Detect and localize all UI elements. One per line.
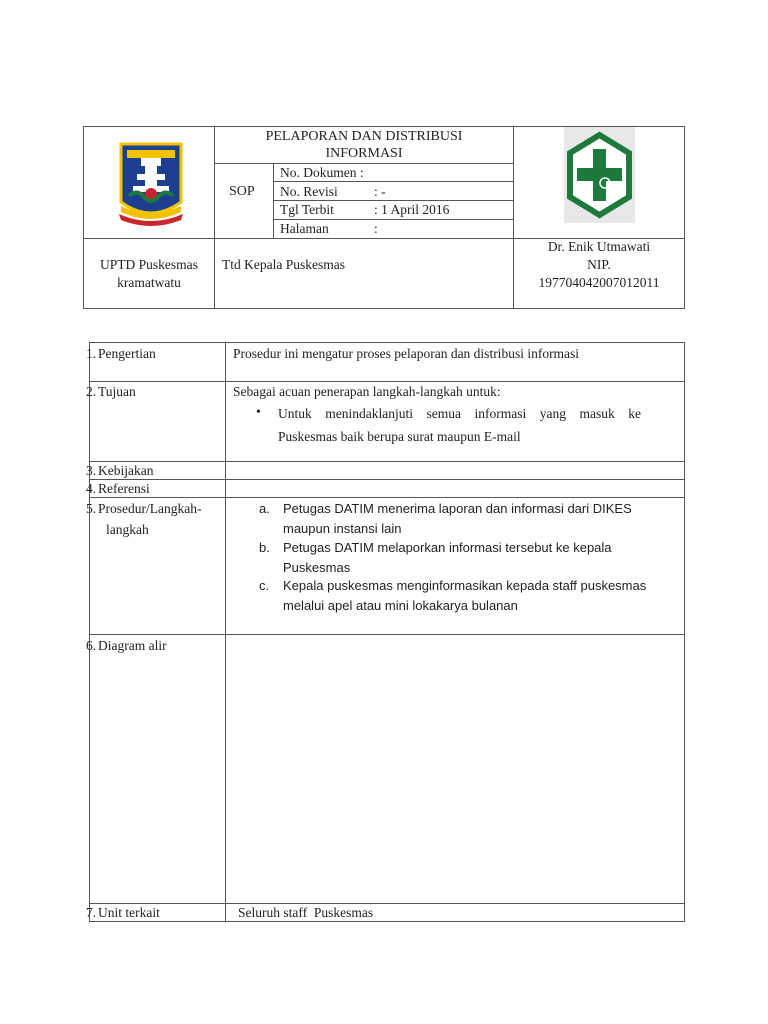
signature-label: Ttd Kepala Puskesmas bbox=[222, 257, 345, 272]
field-value-halaman: : bbox=[374, 221, 378, 236]
step-marker-c: c. bbox=[259, 578, 270, 593]
nip-value: 197704042007012011 bbox=[538, 275, 660, 290]
text-unit-terkait: Seluruh staff Puskesmas bbox=[238, 905, 374, 920]
label-unit-terkait: Unit terkait bbox=[98, 905, 160, 920]
label-referensi: Referensi bbox=[98, 481, 150, 496]
unit-line1: UPTD Puskesmas bbox=[100, 257, 198, 272]
label-pengertian: Pengertian bbox=[98, 346, 156, 361]
step-b-line1: Petugas DATIM melaporkan informasi tersebut ke kepala bbox=[283, 540, 612, 555]
step-a-line2: maupun instansi lain bbox=[283, 521, 402, 536]
province-crest-logo bbox=[117, 140, 185, 232]
text-tujuan-bullet-line2: Puskesmas baik berupa surat maupun E-mail bbox=[278, 429, 521, 444]
field-value-terbit: : 1 April 2016 bbox=[374, 202, 450, 217]
title-line1: PELAPORAN DAN DISTRIBUSI bbox=[265, 129, 463, 144]
field-label-revisi: No. Revisi bbox=[280, 184, 338, 199]
row-number-4: 4. bbox=[86, 481, 97, 496]
step-marker-b: b. bbox=[259, 540, 270, 555]
document-title bbox=[215, 128, 513, 162]
label-prosedur-line1: Prosedur/Langkah- bbox=[98, 501, 202, 516]
title-line2: INFORMASI bbox=[325, 146, 403, 161]
step-a-line1: Petugas DATIM menerima laporan dan informasi dari DIKES bbox=[283, 501, 632, 516]
unit-name bbox=[84, 256, 214, 292]
field-label-halaman: Halaman bbox=[280, 221, 329, 236]
field-label-dokumen: No. Dokumen : bbox=[280, 165, 364, 180]
label-tujuan: Tujuan bbox=[98, 384, 136, 399]
label-prosedur-line2: langkah bbox=[106, 522, 149, 537]
row-number-1: 1. bbox=[86, 346, 97, 361]
bullet-icon: • bbox=[256, 405, 261, 420]
step-c-line2: melalui apel atau mini lokakarya bulanan bbox=[283, 598, 518, 613]
step-marker-a: a. bbox=[259, 501, 270, 516]
unit-line2: kramatwatu bbox=[117, 275, 181, 290]
label-kebijakan: Kebijakan bbox=[98, 463, 154, 478]
nip-label: NIP. bbox=[587, 257, 611, 272]
head-name: Dr. Enik Utmawati bbox=[547, 239, 651, 254]
field-value-revisi: : - bbox=[374, 184, 386, 199]
text-pengertian: Prosedur ini mengatur proses pelaporan dan distribusi informasi bbox=[233, 346, 580, 361]
field-label-terbit: Tgl Terbit bbox=[280, 202, 334, 217]
row-number-2: 2. bbox=[86, 384, 97, 399]
head-signatory bbox=[514, 238, 684, 292]
row-number-3: 3. bbox=[86, 463, 97, 478]
row-number-6: 6. bbox=[86, 638, 97, 653]
row-number-5: 5. bbox=[86, 501, 97, 516]
row-number-7: 7. bbox=[86, 905, 97, 920]
text-tujuan-intro: Sebagai acuan penerapan langkah-langkah untuk: bbox=[233, 384, 501, 399]
puskesmas-logo bbox=[564, 127, 635, 223]
text-tujuan-bullet-line1: Untuk menindaklanjuti semua informasi yang masuk ke bbox=[278, 406, 641, 421]
step-b-line2: Puskesmas bbox=[283, 560, 351, 575]
sop-label: SOP bbox=[229, 184, 255, 199]
step-c-line1: Kepala puskesmas menginformasikan kepada staff puskesmas bbox=[283, 578, 647, 593]
label-diagram-alir: Diagram alir bbox=[98, 638, 167, 653]
